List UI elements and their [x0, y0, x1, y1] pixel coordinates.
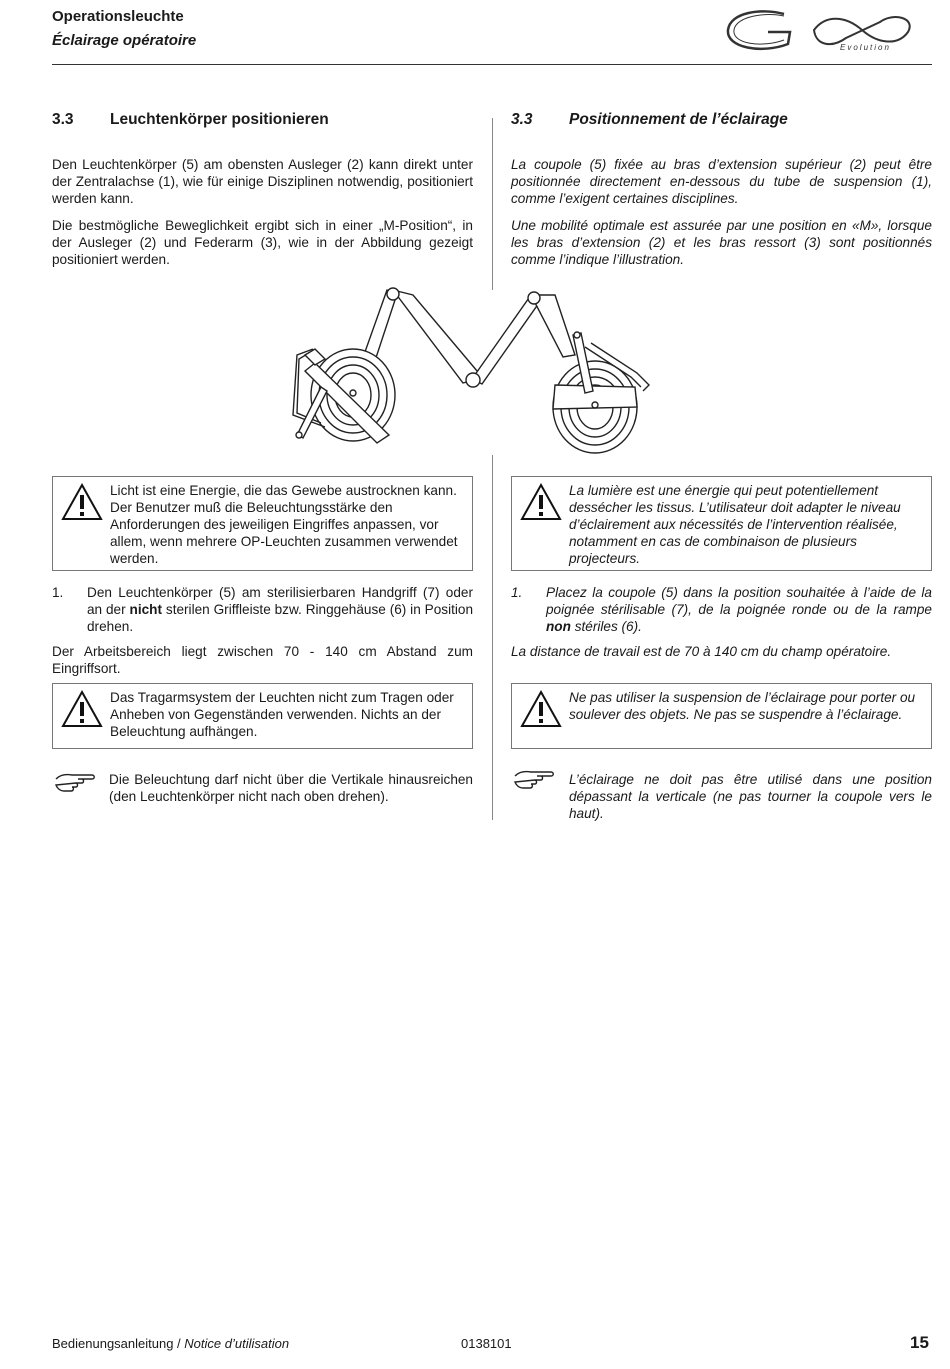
- pointing-hand-icon: [513, 768, 555, 795]
- footer-manual-de: Bedienungsanleitung: [52, 1336, 174, 1351]
- step-de-1: [52, 584, 473, 636]
- paragraph-de-1: Den Leuchtenkörper (5) am obensten Ausleger (2) kann direkt unter der Zentralachse (1), wie für einige Disziplinen notwendig, positioniert werden kann.: [52, 157, 473, 206]
- paragraph-de-2: Die bestmögliche Beweglichkeit ergibt sich in einer „M-Position“, in der Ausleger (2) und Federarm (3), wie in der Abbildung gezeigt positioniert werden.: [52, 218, 473, 267]
- paragraph-fr-3: La distance de travail est de 70 à 140 cm du champ opératoire.: [511, 644, 892, 659]
- step-text-de-bold: nicht: [129, 602, 163, 617]
- step-fr-1: [511, 584, 932, 636]
- logo-text: Evolution: [840, 43, 891, 52]
- warning-text-de-1: Licht ist eine Energie, die das Gewebe austrocknen kann. Der Benutzer muß die Beleuchtungsstärke den Anforderungen des jeweiligen Eingriffes anpassen, vor allem, wenn mehrere OP-Leuchten zusammen verwendet werden.: [110, 483, 458, 566]
- section-number-fr: 3.3: [511, 111, 533, 128]
- warning-text-de-2: Das Tragarmsystem der Leuchten nicht zum Tragen oder Anheben von Gegenständen verwenden. Nichts an der Beleuchtung aufhängen.: [110, 690, 454, 739]
- header-title-de: Operationsleuchte: [52, 8, 184, 25]
- section-title-fr: Positionnement de l’éclairage: [569, 111, 788, 128]
- step-text-fr-bold: non: [546, 619, 571, 634]
- section-heading-de: [52, 111, 329, 129]
- step-text-de-post: sterilen Griffleiste bzw. Ringgehäuse (6) in Position drehen.: [87, 602, 474, 634]
- step-text-fr-pre: Placez la coupole (5) dans la position souhaitée à l’aide de la poignée stérilisable (7), de la poignée ronde ou de la rampe: [546, 585, 932, 617]
- paragraph-de-3: Der Arbeitsbereich liegt zwischen 70 - 140 cm Abstand zum Eingriffsort.: [52, 644, 473, 676]
- step-number-de: 1.: [52, 585, 64, 600]
- warning-text-fr-2: Ne pas utiliser la suspension de l’éclairage pour porter ou soulever des objets. Ne pas se suspendre à l’éclairage.: [569, 690, 916, 722]
- page-number: 15: [910, 1333, 929, 1352]
- warning-box-fr-1: [511, 476, 932, 571]
- warning-triangle-icon: [60, 689, 104, 734]
- column-divider-top: [492, 118, 493, 290]
- column-divider-bottom: [492, 455, 493, 820]
- paragraph-fr-2: Une mobilité optimale est assurée par une position en «M», lorsque les bras d’extension (2) et les bras ressort (3) sont positionnés comme l’indique l’illustration.: [511, 218, 932, 267]
- warning-triangle-icon: [519, 689, 563, 734]
- header-title-fr: Éclairage opératoire: [52, 32, 197, 49]
- warning-text-fr-1: La lumière est une énergie qui peut potentiellement dessécher les tissus. L’utilisateur doit adapter le niveau d’éclairement aux nécessités de l’intervention réalisée, notamment en cas de combinaison de plusieurs projecteurs.: [569, 483, 901, 566]
- section-heading-fr: [511, 111, 788, 129]
- paragraph-fr-1: La coupole (5) fixée au bras d’extension supérieur (2) peut être positionnée directement en-dessous du tube de suspension (1), comme l’exigent certaines disciplines.: [511, 157, 932, 206]
- brand-logo: [722, 4, 922, 65]
- footer-manual-title: [52, 1336, 289, 1351]
- footer-manual-fr: Notice d’utilisation: [184, 1336, 290, 1351]
- warning-box-de-2: [52, 683, 473, 749]
- step-text-de-pre: Den Leuchtenkörper (5) am sterilisierbaren Handgriff (7) oder an der: [87, 585, 473, 617]
- section-number-de: 3.3: [52, 111, 74, 128]
- footer-manual-sep: /: [173, 1336, 185, 1351]
- step-text-fr: [546, 584, 932, 635]
- m-position-illustration: [285, 285, 665, 480]
- step-text-fr-post: stériles (6).: [570, 619, 642, 634]
- section-title-de: Leuchtenkörper positionieren: [110, 111, 329, 128]
- warning-triangle-icon: [60, 482, 104, 527]
- step-number-fr: 1.: [511, 585, 523, 600]
- warning-box-fr-2: [511, 683, 932, 749]
- warning-triangle-icon: [519, 482, 563, 527]
- warning-box-de-1: [52, 476, 473, 571]
- footer-doc-number: 0138101: [461, 1336, 512, 1351]
- pointing-hand-icon: [54, 771, 96, 798]
- note-text-fr: L’éclairage ne doit pas être utilisé dans une position dépassant la verticale (ne pas tourner la coupole vers le haut).: [569, 772, 932, 821]
- note-text-de: Die Beleuchtung darf nicht über die Vertikale hinausreichen (den Leuchtenkörper nicht nach oben drehen).: [109, 772, 473, 804]
- step-text-de: [87, 584, 473, 635]
